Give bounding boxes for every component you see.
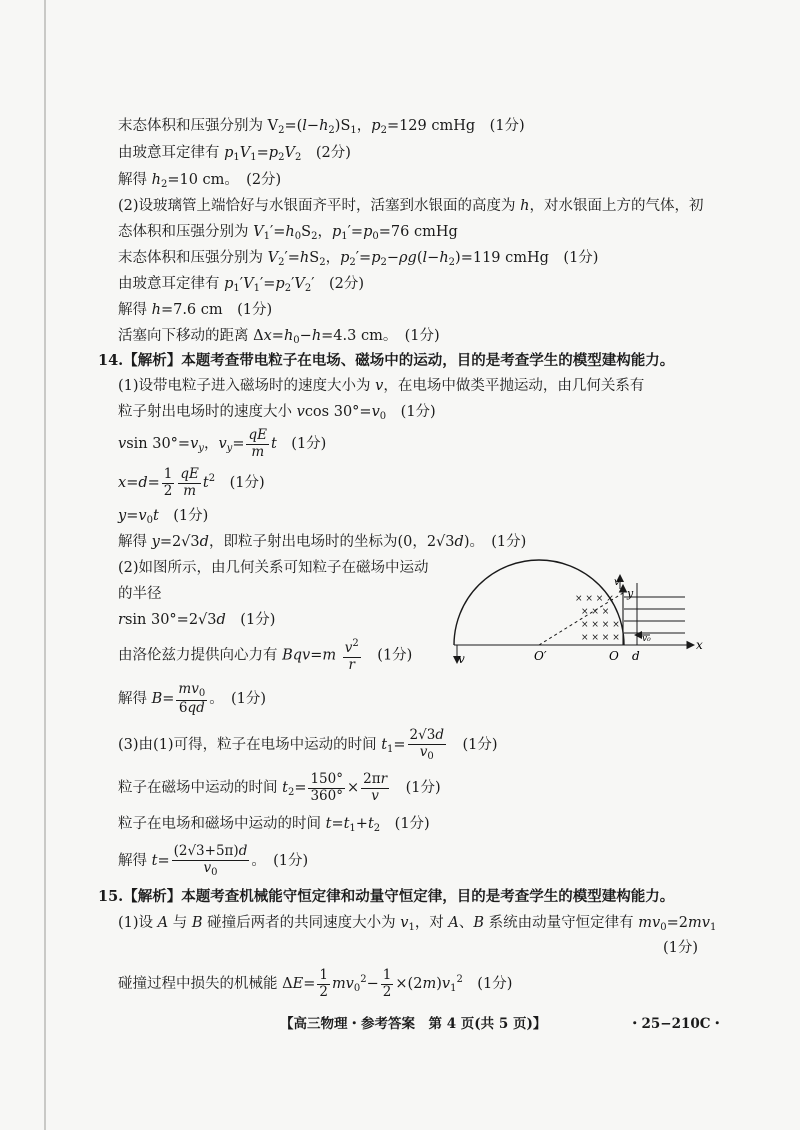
text-line: 粒子在磁场中运动的时间 $t_2=$ $\frac{150^\circ}{360^\circ}$ × $\frac{2\pi r}{v}$ (1分) xyxy=(118,771,441,804)
question-15-heading: 15.【解析】本题考查机械能守恒定律和动量守恒定律，目的是考查学生的模型建构能力。 xyxy=(98,888,675,905)
text-line: 解得 $h_2=10$ cm。 (2分) xyxy=(118,172,282,190)
text-line: 解得 y=2√3d，即粒子射出电场时的坐标为(0，2√3d)。 (1分) xyxy=(118,534,527,550)
label-y: y xyxy=(627,587,634,600)
footer-code: ・25−210C・ xyxy=(628,1016,725,1032)
text-line: 解得 B= $\frac{mv_0}{6qd}$ 。 (1分) xyxy=(118,681,267,716)
text-line: 由洛伦兹力提供向心力有 Bqv=m $\frac{v^2}{r}$ (1分) xyxy=(118,638,413,673)
svg-text:× × ×: × × × xyxy=(581,607,610,617)
text-line: (2)设玻璃管上端恰好与水银面齐平时，活塞到水银面的高度为 h，对水银面上方的气体，初 xyxy=(118,198,704,214)
footer-page-info: 【高三物理・参考答案 第 4 页(共 5 页)】 xyxy=(280,1016,547,1032)
label-v0: v₀ xyxy=(642,634,651,644)
text-line: (2)如图所示，由几何关系可知粒子在磁场中运动 xyxy=(118,560,429,576)
label-v-top: v xyxy=(614,577,620,588)
label-o: O xyxy=(609,649,619,663)
text-line: 活塞向下移动的距离 $\Delta x=h_0-h=4.3$ cm。 (1分) xyxy=(118,328,440,346)
text-line: 由玻意耳定律有 $p_1V_1=p_2V_2$ (2分) xyxy=(118,145,351,163)
text-line: 态体积和压强分别为 $V_1'=h_0S_2$，$p_1'=p_0=76$ cmHg xyxy=(118,224,458,242)
text-line: (1)设 A 与 B 碰撞后两者的共同速度大小为 $v_1$，对 A、B 系统由动量守恒定律有 $mv_0=2mv_1$ xyxy=(118,915,717,933)
label-x: x xyxy=(696,638,703,652)
text-line: vsin $30^\circ=v_y$，$v_y=$ $\frac{qE}{m}$ t (1分) xyxy=(118,427,327,460)
text-line: 粒子射出电场时的速度大小 vcos $30^\circ=v_0$ (1分) xyxy=(118,404,436,422)
svg-text:× × × ×: × × × × xyxy=(575,594,614,604)
text-line: 由玻意耳定律有 $p_1'V_1'=p_2'V_2'$ (2分) xyxy=(118,276,365,294)
label-o-prime: O′ xyxy=(534,649,547,663)
text-line: 的半径 xyxy=(118,586,162,602)
text-line: rsin 30°=2√3d (1分) xyxy=(118,612,276,628)
page-edge-shadow xyxy=(44,0,46,1130)
text-line: (3)由(1)可得，粒子在电场中运动的时间 $t_1=$ $\frac{2√3d}{v_0}$ (1分) xyxy=(118,727,498,762)
label-v-left: v xyxy=(458,652,465,666)
text-line: x=d= $\frac{1}{2}$ $\frac{qE}{m}$ $t^2$ (1分) xyxy=(118,466,265,499)
label-d: d xyxy=(632,649,640,663)
text-line: 粒子在电场和磁场中运动的时间 $t=t_1+t_2$ (1分) xyxy=(118,816,430,834)
text-line: 解得 h=7.6 cm (1分) xyxy=(118,302,273,318)
text-line: 解得 t= $\frac{(2√3+5\pi)d}{v_0}$ 。 (1分) xyxy=(118,843,309,878)
text-line: (1)设带电粒子进入磁场时的速度大小为 v，在电场中做类平抛运动，由几何关系有 xyxy=(118,378,645,394)
question-14-heading: 14.【解析】本题考查带电粒子在电场、磁场中的运动，目的是考查学生的模型建构能力。 xyxy=(98,352,675,369)
text-line: 碰撞过程中损失的机械能 ΔE= $\frac{1}{2}$ $mv_0^2-$ $\frac{1}{2}$ $\times(2m)v_1^2$ (1分) xyxy=(118,967,513,1000)
magnetic-field-diagram xyxy=(440,545,710,670)
text-line: 末态体积和压强分别为 $V_2'=hS_2$，$p_2'=p_2-\rho g(l-h_2)=119$ cmHg (1分) xyxy=(118,250,599,268)
svg-text:× × × ×: × × × × xyxy=(581,633,620,643)
svg-text:× × × ×: × × × × xyxy=(581,620,620,630)
text-line: (1分) xyxy=(663,940,699,956)
text-line: 末态体积和压强分别为 $V_2=(l-h_2)S_1$，$p_2=129$ cmHg (1分) xyxy=(118,118,525,136)
text-line: $y=v_0t$ (1分) xyxy=(118,508,209,526)
